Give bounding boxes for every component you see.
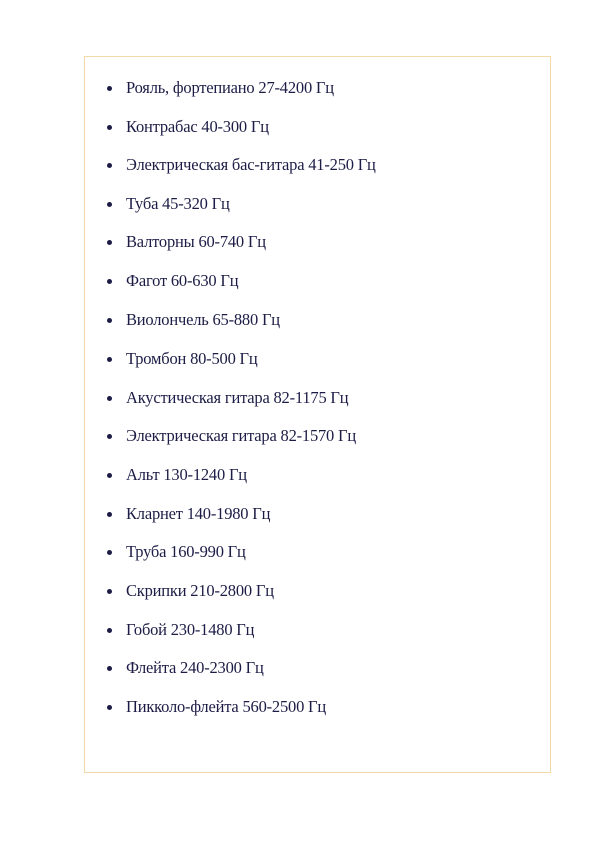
list-item-text: Пикколо-флейта 560-2500 Гц <box>126 697 327 716</box>
list-item-text: Гобой 230-1480 Гц <box>126 620 255 639</box>
bullet-icon <box>107 550 112 555</box>
bullet-icon <box>107 86 112 91</box>
bullet-icon <box>107 240 112 245</box>
list-item <box>107 388 348 408</box>
bullet-icon <box>107 434 112 439</box>
list-item <box>107 465 247 485</box>
list-item <box>107 155 376 175</box>
bullet-icon <box>107 705 112 710</box>
list-item-text: Скрипки 210-2800 Гц <box>126 581 274 600</box>
list-item-text: Туба 45-320 Гц <box>126 194 230 213</box>
bullet-icon <box>107 628 112 633</box>
list-item <box>107 581 274 601</box>
bullet-icon <box>107 473 112 478</box>
bullet-icon <box>107 125 112 130</box>
list-item <box>107 504 270 524</box>
bullet-icon <box>107 202 112 207</box>
bullet-icon <box>107 357 112 362</box>
bullet-icon <box>107 163 112 168</box>
list-item-text: Акустическая гитара 82-1175 Гц <box>126 388 349 407</box>
list-item <box>107 117 269 137</box>
list-item <box>107 78 334 98</box>
bullet-icon <box>107 512 112 517</box>
list-item-text: Фагот 60-630 Гц <box>126 271 239 290</box>
bullet-icon <box>107 666 112 671</box>
list-item <box>107 310 280 330</box>
list-item-text: Электрическая гитара 82-1570 Гц <box>126 426 357 445</box>
list-item <box>107 426 356 446</box>
list-item-text: Виолончель 65-880 Гц <box>126 310 280 329</box>
list-item <box>107 697 326 717</box>
list-item-text: Кларнет 140-1980 Гц <box>126 504 271 523</box>
bullet-icon <box>107 318 112 323</box>
list-item <box>107 542 246 562</box>
list-item <box>107 232 266 252</box>
list-item-text: Валторны 60-740 Гц <box>126 232 266 251</box>
list-item-text: Рояль, фортепиано 27-4200 Гц <box>126 78 334 97</box>
list-item <box>107 194 230 214</box>
list-item <box>107 271 238 291</box>
bullet-icon <box>107 396 112 401</box>
list-item-text: Труба 160-990 Гц <box>126 542 246 561</box>
list-item <box>107 349 258 369</box>
list-item <box>107 620 254 640</box>
list-item-text: Тромбон 80-500 Гц <box>126 349 258 368</box>
list-item-text: Контрабас 40-300 Гц <box>126 117 269 136</box>
list-item-text: Альт 130-1240 Гц <box>126 465 247 484</box>
bullet-icon <box>107 279 112 284</box>
list-item <box>107 658 264 678</box>
bullet-icon <box>107 589 112 594</box>
list-item-text: Флейта 240-2300 Гц <box>126 658 264 677</box>
list-item-text: Электрическая бас-гитара 41-250 Гц <box>126 155 376 174</box>
